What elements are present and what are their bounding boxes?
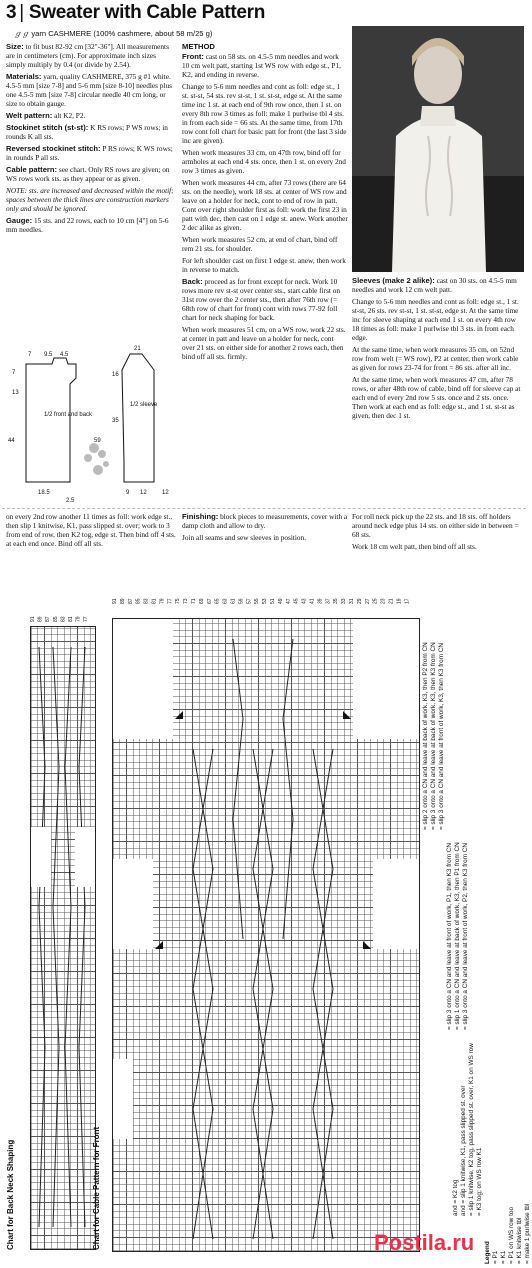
row-number: 41: [309, 598, 316, 604]
watermark-text: Postila.ru: [374, 1230, 475, 1255]
back-neck-chart-grid: [30, 626, 96, 1250]
back-para-2: When work measures 51 cm, on a WS row, work 22 sts. at center in patt and leave on a holder for neck, cont over 21 sts. on either side for another 2 rows each, then bind off all sts. firmly.: [182, 325, 346, 361]
row-number: 87: [127, 598, 134, 604]
dim-13: 9: [126, 490, 130, 496]
row-number: 69: [198, 598, 205, 604]
row-number: 79: [75, 616, 82, 622]
row-number: 47: [285, 598, 292, 604]
legend-col-3: and = K2 tog and = slip 1 knitwise, K1, pass slipped st. over = slip 1 knitwise, K2 tog, pass slipped st. over, K1 on WS row = K3 tog; on WS row K1: [452, 1043, 483, 1216]
welt-block: Welt pattern: alt K2, P2.: [6, 111, 86, 120]
sleeve-label: 1/2 sleeve: [130, 402, 158, 408]
size-block: Size: to fit bust 82-92 cm [32"-36"]. All measurements are in centimeters (cm). For approximate inch sizes simply multiply by 0.4 (or divide by 2.54).: [6, 42, 169, 69]
legend-col-4: Legend = P1 = K1 = P1 on WS row too = K1 knitwise tbl = make 1 purlwise tbl: [484, 1203, 531, 1264]
yarn-glyph-icon: ℊℊ: [14, 29, 30, 38]
front-para-4: When work measures 44 cm, after 73 rows (there are 64 sts. on the needle), work 18 sts. at center of WS row and leave on a holder for neck, cont to end of row in patt. Cont over right shoulder first as foll: work the first 23 in patt with dec, then cast on 1 edge st. anew. Work another 2 dec alike as given.: [182, 178, 348, 232]
front-chart-title: Chart for Cable Pattern for Front: [92, 1126, 101, 1250]
page-title: 3 | Sweater with Cable Pattern: [6, 2, 266, 23]
front-row-number-strip: [112, 574, 418, 618]
pattern-title: Sweater with Cable Pattern: [28, 2, 266, 23]
row-number: 37: [325, 598, 332, 604]
row-number: 81: [151, 598, 158, 604]
row-number: 81: [68, 616, 74, 622]
sleeves-para-4: At the same time, when work measures 47 cm, after 78 rows, or after 48th row of cable, bind off for sleeve cap at each end of every 2nd row 5 sts. once and 2 sts. once. Then work at each end as foll: edge st., and 1 st. st-st as given, then dec 1 st.: [352, 375, 521, 420]
section-divider: [2, 508, 526, 509]
row-number: 91: [30, 616, 36, 622]
back-chart-title: Chart for Back Neck Shaping: [6, 1139, 15, 1250]
dim-9: 21: [134, 346, 141, 352]
yarn-line: ℊℊ yarn CASHMERE (100% cashmere, about 58 m/25 g): [14, 29, 213, 38]
model-photo: [352, 26, 524, 272]
row-number: 23: [380, 598, 387, 604]
legend-col-1: = slip 2 onto a CN and leave at back of work, K3, then P2 from CN = slip 3 onto a CN and leave at back of work, K3, then K3 from CN = slip 3 onto a CN and leave at front of work, K3, then K3 from CN: [422, 642, 445, 830]
row-number: 77: [83, 616, 90, 622]
bottom-col-3: For roll neck pick up the 22 sts. and 18 sts. off holders around neck edge plus 14 sts. on either side in between = 68 sts. Work 18 cm welt patt, then bind off all sts.: [352, 512, 519, 551]
sleeve-outline: [122, 354, 154, 482]
back-cable-lines: [31, 627, 95, 1249]
row-number: 57: [246, 598, 253, 604]
dim-15: 12: [162, 490, 169, 496]
materials-block: Materials: yarn, quality CASHMERE, 375 g #1 white. 4.5-5 mm [size 7-8] and 5-6 mm [size 8-10] needles plus one 4.5-5 mm [size 7-8] circular needle 40 cm long, or size to obtain gauge.: [6, 72, 172, 108]
row-number: 25: [372, 598, 379, 604]
front-row-numbers: [112, 574, 418, 623]
dim-14: 12: [140, 490, 147, 496]
row-number: 27: [364, 598, 371, 604]
bottom-col-2: Finishing: block pieces to measurements, cover with a damp cloth and allow to dry. Join all seams and sew sleeves in position.: [182, 512, 348, 542]
front-para-1: Front: cast on 58 sts. on 4.5-5 mm needles and work 10 cm welt patt, starting 1st WS row with edge st., P1, K2, and ending in reverse.: [182, 52, 341, 79]
dim-11: 35: [112, 418, 119, 424]
front-back-label: 1/2 front and back: [44, 412, 93, 418]
dim-12: 59: [94, 438, 101, 444]
dim-5: 13: [12, 390, 19, 396]
row-number: 89: [119, 598, 126, 604]
dim-6: 44: [8, 438, 15, 444]
dim-2: 9.5: [44, 352, 53, 358]
row-number: 87: [45, 616, 52, 622]
front-para-3: When work measures 33 cm, on 47th row, bind off for armholes at each end 4 sts. once, then 1 st. on every 2nd row 3 times as given.: [182, 148, 346, 175]
postila-watermark-logo: [372, 1222, 522, 1262]
dim-7: 18.5: [38, 490, 50, 496]
row-number: 89: [37, 616, 44, 622]
row-number: 85: [52, 616, 59, 622]
row-number: 75: [175, 598, 182, 604]
dim-1: 7: [28, 352, 32, 358]
note-block: NOTE: sts. are increased and decreased within the motif; spaces between the thick lines are construction markers only and should be ignored.: [6, 186, 174, 213]
row-number: 73: [183, 598, 190, 604]
row-number: 31: [349, 598, 355, 604]
schematic-diagram: [4, 342, 180, 506]
front-para-6: For left shoulder cast on first 1 edge st. anew, then work in reverse to match.: [182, 256, 346, 274]
back-para-1: Back: proceed as for front except for neck. Work 10 rows more rev st-st over center sts., start cable first on 31st row over the 2 center sts., then after 76th row (= 68th row of chart for front) cont with rows 77-92 foll chart for neck shaping for back.: [182, 277, 341, 322]
row-number: 63: [222, 598, 229, 604]
row-number: 91: [112, 598, 118, 604]
row-number: 19: [396, 598, 403, 604]
front-para-5: When work measures 52 cm, at end of chart, bind off rem 21 sts. for shoulder.: [182, 235, 338, 253]
row-number: 43: [301, 598, 308, 604]
row-number: 71: [191, 598, 197, 604]
flower-decoration: [84, 443, 109, 475]
front-cable-lines: [113, 619, 419, 1251]
pattern-number: 3: [6, 2, 17, 23]
row-number: 51: [270, 598, 276, 604]
row-number: 61: [230, 598, 237, 604]
sleeves-para-2: Change to 5-6 mm needles and cont as foll: edge st., 1 st. st-st, 26 sts. rev st-st, 1 st. st-st, edge st. At the same time inc for sleeve shaping at each end 1 st. on every 4th row 18 times as foll: make 1 purlwise tbl 3 sts. in from each edge.: [352, 297, 519, 342]
row-number: 85: [135, 598, 142, 604]
dim-8: 2.5: [66, 498, 75, 504]
bottom-col-1: on every 2nd row another 11 times as foll: work edge st., then slip 1 knitwise, K1, pass slipped st. over; work to 3 from end of row, then K2 tog, edge st. Then bind off 4 sts. at each end once. Bind off all sts.: [6, 512, 176, 548]
row-number: 83: [60, 616, 67, 622]
row-number: 49: [277, 598, 284, 604]
back-row-number-strip: [30, 592, 94, 626]
cable-block: Cable pattern: see chart. Only RS rows are given; on WS rows work sts. as they appear or as given.: [6, 165, 170, 183]
method-column: [182, 42, 348, 364]
dim-4: 7: [12, 370, 16, 376]
sleeves-para-1: Sleeves (make 2 alike): cast on 30 sts. on 4.5-5 mm needles and work 12 cm welt patt.: [352, 276, 517, 294]
front-cable-chart-grid: [112, 618, 420, 1252]
method-heading: METHOD: [182, 42, 215, 51]
gauge-block: Gauge: 15 sts. and 22 rows, each to 10 cm [4"] on 5-6 mm needles.: [6, 216, 169, 234]
row-number: 17: [404, 598, 411, 604]
row-number: 33: [341, 598, 348, 604]
row-number: 21: [388, 598, 395, 604]
row-number: 65: [214, 598, 221, 604]
row-number: 59: [238, 598, 245, 604]
row-number: 55: [254, 598, 261, 604]
row-number: 67: [206, 598, 213, 604]
row-number: 79: [159, 598, 166, 604]
front-back-outline: [26, 358, 76, 482]
row-number: 29: [356, 598, 363, 604]
front-para-2: Change to 5-6 mm needles and cont as foll: edge st., 1 st. st-st, 54 sts. rev st-st, 1 st. st-st, edge st. At the same time inc 1 st. at each end of 9th row once, then 1 st. on every 8th row 3 times as foll: make 1 purlwise tbl 4 sts. in from each side = 66 sts. At the same time, from 17th row cont foll chart for basic patt for front (the last 3 side inc are given).: [182, 82, 347, 145]
legend-col-2: = slip 3 onto a CN and leave at front of work, P1, then K3 from CN = slip 1 onto a CN and leave at back of work, K3, then P1 from CN = slip 3 onto a CN and leave at front of work, P2, then K3 from CN: [446, 842, 469, 1030]
stst-block: Stockinet stitch (st-st): K RS rows; P WS rows; in rounds K all sts.: [6, 123, 168, 141]
rev-stst-block: Reversed stockinet stitch: P RS rows; K WS rows; in rounds P all sts.: [6, 144, 173, 162]
dim-10: 16: [112, 372, 119, 378]
row-number: 39: [317, 598, 324, 604]
sleeves-column: [352, 276, 524, 423]
dim-3: 4.5: [60, 352, 69, 358]
row-number: 53: [262, 598, 269, 604]
row-number: 77: [167, 598, 174, 604]
row-number: 83: [143, 598, 150, 604]
left-column: [6, 42, 176, 237]
row-number: 35: [333, 598, 340, 604]
sleeves-para-3: At the same time, when work measures 35 cm, on 52nd row from welt (= WS row), P2 at center, then work cable as given for rows 23-74 for front = 86 sts. after all inc.: [352, 345, 519, 372]
row-number: 45: [293, 598, 300, 604]
